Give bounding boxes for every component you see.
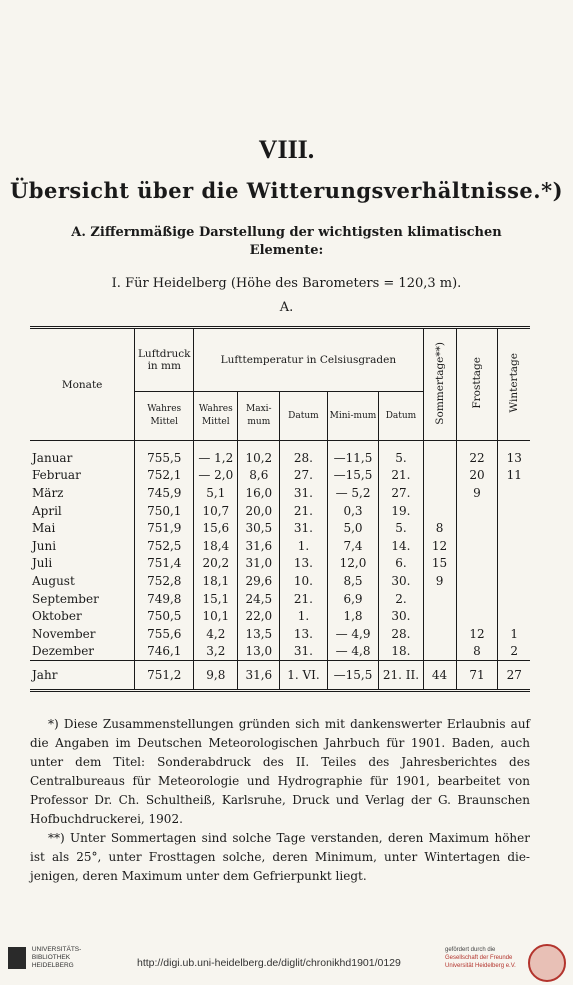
cell-month: Juli	[32, 556, 53, 571]
cell-dmin: 28.	[379, 625, 423, 643]
cell-winter	[498, 537, 530, 555]
cell-month: Januar	[32, 450, 73, 465]
cell-month: Oktober	[32, 609, 82, 624]
cell-dmin: 14.	[379, 537, 423, 555]
library-logo-icon	[8, 947, 26, 969]
cell-dmax: 21.	[280, 502, 327, 520]
cell-max: 31,0	[238, 555, 280, 573]
cell-mittel: 18,4	[194, 537, 238, 555]
cell-min: 8,5	[327, 572, 379, 590]
cell-mittel: 20,2	[194, 555, 238, 573]
library-logo[interactable]	[8, 946, 81, 970]
cell-sommer	[423, 441, 456, 467]
header-sommertage-label: Sommertage**)	[433, 341, 446, 425]
cell-min: —15,5	[327, 467, 379, 485]
cell-druck: 751,4	[135, 555, 194, 573]
cell-winter	[498, 590, 530, 608]
cell-mittel: — 1,2	[194, 441, 238, 467]
table-total-row	[30, 661, 530, 691]
section-heading	[0, 224, 573, 260]
header-sommertage	[423, 328, 456, 441]
subheader-temp-mittel: Wahres Mittel	[194, 392, 238, 441]
cell-druck: 746,1	[135, 643, 194, 661]
section-letter: A.	[279, 300, 294, 315]
university-seal-icon	[528, 944, 566, 982]
cell-dmax: 31.	[280, 519, 327, 537]
cell-dmin: 21.	[379, 467, 423, 485]
cell-mittel: 4,2	[194, 625, 238, 643]
cell-winter: 27	[498, 661, 530, 691]
table-row	[30, 555, 530, 573]
cell-dmin: 6.	[379, 555, 423, 573]
cell-frost: 20	[456, 467, 498, 485]
page-title: Übersicht über die Witterungsverhältnisse.*)	[9, 178, 564, 203]
cell-winter: 2	[498, 643, 530, 661]
cell-min: — 5,2	[327, 484, 379, 502]
table-row	[30, 441, 530, 467]
cell-druck: 752,5	[135, 537, 194, 555]
cell-min: 1,8	[327, 607, 379, 625]
cell-sommer: 15	[423, 555, 456, 573]
subheader-minimum: Mini-mum	[327, 392, 379, 441]
cell-max: 29,6	[238, 572, 280, 590]
cell-frost	[456, 519, 498, 537]
cell-druck: 750,1	[135, 502, 194, 520]
cell-max: 8,6	[238, 467, 280, 485]
cell-dmax: 13.	[280, 625, 327, 643]
cell-dmin: 18.	[379, 643, 423, 661]
cell-month: Februar	[32, 468, 81, 483]
cell-month: August	[32, 573, 75, 588]
table-row	[30, 607, 530, 625]
cell-max: 22,0	[238, 607, 280, 625]
cell-druck: 745,9	[135, 484, 194, 502]
cell-min: 5,0	[327, 519, 379, 537]
section-heading-line1: A. Ziffernmäßige Darstellung der wichtigsten klimatischen	[71, 225, 502, 240]
cell-winter	[498, 572, 530, 590]
header-wintertage	[498, 328, 530, 441]
funder-text	[445, 946, 516, 970]
cell-frost	[456, 537, 498, 555]
cell-min: —15,5	[327, 661, 379, 691]
cell-month: Juni	[32, 538, 57, 553]
cell-sommer: 9	[423, 572, 456, 590]
cell-max: 13,5	[238, 625, 280, 643]
cell-min: 0,3	[327, 502, 379, 520]
cell-max: 13,0	[238, 643, 280, 661]
cell-druck: 755,6	[135, 625, 194, 643]
funder-line3: Universität Heidelberg e.V.	[445, 963, 516, 969]
cell-max: 24,5	[238, 590, 280, 608]
cell-dmax: 1.	[280, 607, 327, 625]
cell-sommer	[423, 590, 456, 608]
cell-max: 16,0	[238, 484, 280, 502]
cell-dmax: 27.	[280, 467, 327, 485]
cell-dmin: 30.	[379, 572, 423, 590]
footnote-1: *) Diese Zusammenstellungen gründen sich mit dankenswerter Erlaubnis auf die Angaben im Deutschen Meteorologischen Jahrbuch für 1901. Baden, auch unter dem Titel: Sonderabdruck des II. Teiles des Jahresberichtes des Centralbureaus für Meteorologie und Hydrographie für 1901, bearbeitet von Professor Dr. Ch. Schultheiß, Karlsruhe, Druck und Verlag der G. Braunschen Hofbuchdruckerei, 1902.	[30, 717, 530, 826]
table-body	[30, 441, 530, 691]
cell-sommer	[423, 502, 456, 520]
cell-month: April	[32, 503, 62, 518]
cell-druck: 752,1	[135, 467, 194, 485]
cell-druck: 750,5	[135, 607, 194, 625]
table-row	[30, 572, 530, 590]
table-row	[30, 502, 530, 520]
cell-dmin: 21. II.	[379, 661, 423, 691]
cell-frost: 9	[456, 484, 498, 502]
cell-mittel: 15,1	[194, 590, 238, 608]
cell-dmax: 10.	[280, 572, 327, 590]
cell-month: Jahr	[30, 661, 135, 691]
cell-frost: 8	[456, 643, 498, 661]
weather-table	[30, 326, 530, 692]
chapter-number: VIII.	[258, 135, 315, 164]
cell-sommer	[423, 607, 456, 625]
cell-min: 12,0	[327, 555, 379, 573]
subheader-maximum: Maxi-mum	[238, 392, 280, 441]
cell-winter	[498, 555, 530, 573]
cell-frost	[456, 607, 498, 625]
cell-frost	[456, 502, 498, 520]
cell-dmax: 31.	[280, 643, 327, 661]
cell-sommer	[423, 484, 456, 502]
cell-winter	[498, 484, 530, 502]
cell-druck: 751,2	[135, 661, 194, 691]
table-row	[30, 519, 530, 537]
cell-frost: 22	[456, 441, 498, 467]
cell-mittel: 5,1	[194, 484, 238, 502]
cell-sommer	[423, 467, 456, 485]
header-monate: Monate	[30, 328, 135, 441]
header-luftdruck: Luftdruck in mm	[135, 328, 194, 392]
cell-mittel: — 2,0	[194, 467, 238, 485]
cell-dmin: 27.	[379, 484, 423, 502]
cell-month: Dezember	[32, 644, 95, 659]
subsection-heading: I. Für Heidelberg (Höhe des Barometers = 120,3 m).	[111, 276, 462, 291]
cell-min: —11,5	[327, 441, 379, 467]
cell-druck: 752,8	[135, 572, 194, 590]
cell-winter: 11	[498, 467, 530, 485]
cell-druck: 755,5	[135, 441, 194, 467]
cell-frost: 71	[456, 661, 498, 691]
cell-max: 31,6	[238, 537, 280, 555]
cell-max: 31,6	[238, 661, 280, 691]
cell-dmin: 30.	[379, 607, 423, 625]
subheader-luftdruck-mittel: Wahres Mittel	[135, 392, 194, 441]
library-name-line3: HEIDELBERG	[31, 962, 74, 969]
library-name-line1: UNIVERSITÄTS-	[31, 946, 82, 953]
cell-winter: 13	[498, 441, 530, 467]
cell-mittel: 10,7	[194, 502, 238, 520]
section-heading-line2: Elemente:	[249, 243, 324, 258]
table-row	[30, 625, 530, 643]
cell-druck: 751,9	[135, 519, 194, 537]
cell-frost	[456, 590, 498, 608]
cell-dmin: 5.	[379, 519, 423, 537]
table-row	[30, 467, 530, 485]
cell-month: November	[32, 626, 96, 641]
cell-min: — 4,9	[327, 625, 379, 643]
cell-sommer	[423, 625, 456, 643]
funder-line2: Gesellschaft der Freunde	[445, 955, 513, 961]
cell-winter	[498, 519, 530, 537]
cell-max: 20,0	[238, 502, 280, 520]
subheader-datum-min: Datum	[379, 392, 423, 441]
cell-winter	[498, 607, 530, 625]
cell-min: 6,9	[327, 590, 379, 608]
cell-sommer: 44	[423, 661, 456, 691]
cell-dmax: 1. VI.	[280, 661, 327, 691]
table-row	[30, 643, 530, 661]
cell-dmin: 19.	[379, 502, 423, 520]
subheader-datum-max: Datum	[280, 392, 327, 441]
cell-winter	[498, 502, 530, 520]
funder-line1: gefördert durch die	[445, 947, 496, 953]
cell-mittel: 18,1	[194, 572, 238, 590]
header-frosttage	[456, 328, 498, 441]
cell-mittel: 15,6	[194, 519, 238, 537]
header-lufttemperatur: Lufttemperatur in Celsiusgraden	[194, 328, 423, 392]
table-row	[30, 484, 530, 502]
cell-month: Mai	[32, 521, 56, 536]
cell-min: — 4,8	[327, 643, 379, 661]
header-frosttage-label: Frosttage	[471, 357, 483, 409]
footnote-2: **) Unter Sommertagen sind solche Tage verstanden, deren Maximum höher ist als 25°, unter Frosttagen solche, deren Minimum, unter Wintertagen die-jenigen, deren Maximum unter dem Gefrierpunkt liegt.	[30, 831, 530, 883]
cell-frost	[456, 572, 498, 590]
cell-frost: 12	[456, 625, 498, 643]
table-row	[30, 590, 530, 608]
cell-max: 30,5	[238, 519, 280, 537]
cell-dmax: 28.	[280, 441, 327, 467]
cell-dmin: 5.	[379, 441, 423, 467]
cell-sommer	[423, 643, 456, 661]
library-name-line2: BIBLIOTHEK	[31, 954, 71, 961]
cell-month: September	[32, 591, 99, 606]
cell-dmax: 1.	[280, 537, 327, 555]
cell-druck: 749,8	[135, 590, 194, 608]
cell-mittel: 3,2	[194, 643, 238, 661]
header-wintertage-label: Wintertage	[508, 353, 521, 413]
cell-sommer: 12	[423, 537, 456, 555]
cell-month: März	[32, 485, 64, 500]
cell-frost	[456, 555, 498, 573]
cell-dmin: 2.	[379, 590, 423, 608]
cell-winter: 1	[498, 625, 530, 643]
cell-dmax: 13.	[280, 555, 327, 573]
table-row	[30, 537, 530, 555]
source-url-link[interactable]: http://digi.ub.uni-heidelberg.de/diglit/chronikhd1901/0129	[137, 957, 401, 969]
page-footer	[0, 940, 573, 985]
cell-max: 10,2	[238, 441, 280, 467]
cell-dmax: 21.	[280, 590, 327, 608]
cell-sommer: 8	[423, 519, 456, 537]
cell-mittel: 9,8	[194, 661, 238, 691]
cell-dmax: 31.	[280, 484, 327, 502]
cell-mittel: 10,1	[194, 607, 238, 625]
cell-min: 7,4	[327, 537, 379, 555]
